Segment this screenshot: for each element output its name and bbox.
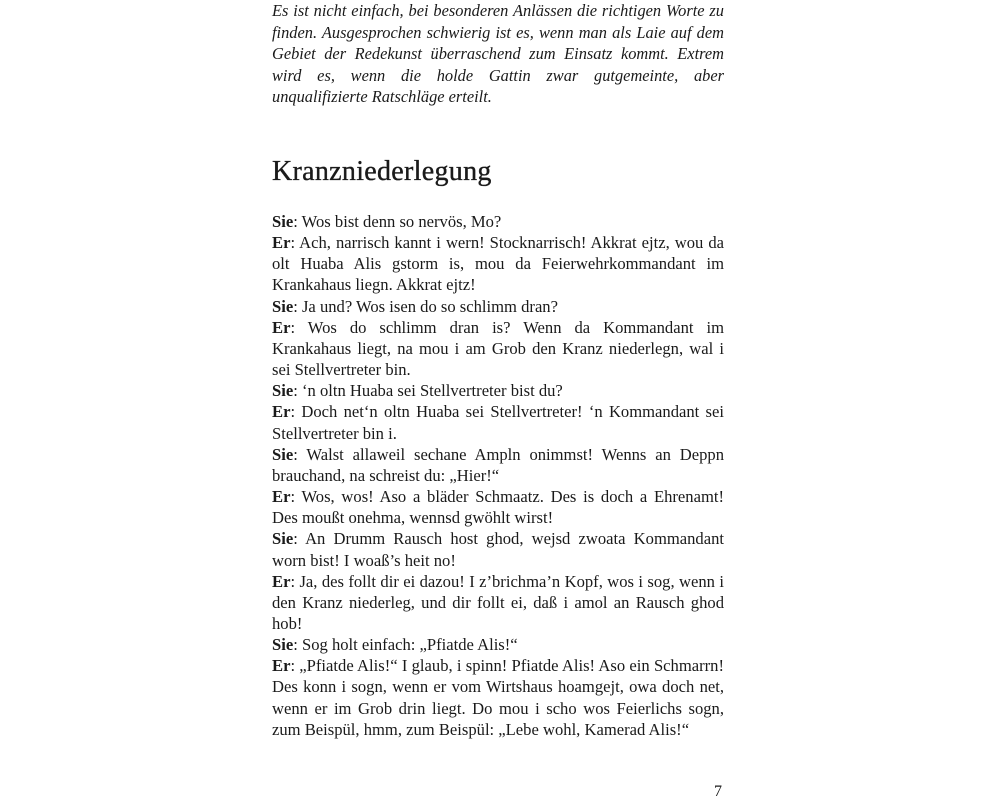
speaker-label: Er <box>272 487 291 507</box>
speaker-label: Sie <box>272 212 294 231</box>
dialogue-line <box>272 571 724 634</box>
line-text: : „Pfiatde Alis!“ I glaub, i spinn! Pfiatde Alis! Aso ein Schmarrn! Des konn i sogn, wenn er vom Wirtshaus hoamgejt, owa doch net, wenn er im Grob drin liegt. Do mou i scho wos Feierlichs sogn, zum Beispül, hmm, zum Beispül: „Lebe wohl, Kamerad Alis!“ <box>272 656 724 739</box>
book-page <box>272 0 724 800</box>
dialogue <box>272 211 724 740</box>
speaker-label: Er <box>272 317 291 337</box>
line-text: : Sog holt einfach: „Pfiatde Alis!“ <box>293 635 518 655</box>
speaker-label: Er <box>272 571 291 591</box>
line-text: : Ach, narrisch kannt i wern! Stocknarrisch! Akkrat ejtz, wou da olt Huaba Alis gstorm is, mou da Feierwehrkommandant im Krankahaus liegn. Akkrat ejtz! <box>272 233 724 295</box>
dialogue-line <box>272 655 724 740</box>
dialogue-line <box>272 232 724 295</box>
dialogue-line <box>272 401 724 443</box>
dialogue-line <box>272 211 724 232</box>
dialogue-line <box>272 296 724 317</box>
speaker-label: Sie <box>272 296 294 316</box>
dialogue-line <box>272 528 724 570</box>
line-text: : Wos bist denn so nervös, Mo? <box>293 212 502 231</box>
line-text: : Wos, wos! Aso a bläder Schmaatz. Des is doch a Ehrenamt! Des moußt onehma, wennsd gwöhlt wirst! <box>272 487 724 528</box>
line-text: : Ja, des follt dir ei dazou! I z’brichma’n Kopf, wos i sog, wenn i den Kranz niederleg, und dir follt ei, daß i amol an Rausch ghod hob! <box>272 571 724 633</box>
intro-paragraph: Es ist nicht einfach, bei besonderen Anlässen die richtigen Worte zu finden. Ausgesprochen schwierig ist es, wenn man als Laie auf dem Gebiet der Redekunst überraschend zum Einsatz kommt. Extrem wird es, wenn die holde Gattin zwar gutgemeinte, aber unqualifizierte Ratschläge erteilt. <box>272 1 724 107</box>
line-text: : An Drumm Rausch host ghod, wejsd zwoata Kommandant worn bist! I woaß’s heit no! <box>272 529 724 570</box>
speaker-label: Er <box>272 233 291 253</box>
speaker-label: Er <box>272 656 291 676</box>
speaker-label: Er <box>272 402 291 422</box>
speaker-label: Sie <box>272 444 294 464</box>
line-text: : Wos do schlimm dran is? Wenn da Kommandant im Krankahaus liegt, na mou i am Grob den Kranz niederlegn, wal i sei Stellvertreter bin. <box>272 317 724 380</box>
line-text: : Walst allaweil sechane Ampln onimmst! Wenns an Deppn brauchand, na schreist du: „Hier!“ <box>272 444 724 485</box>
dialogue-line <box>272 317 724 380</box>
speaker-label: Sie <box>272 635 294 655</box>
dialogue-line <box>272 444 724 486</box>
page-number: 7 <box>714 783 722 800</box>
line-text: : ‘n oltn Huaba sei Stellvertreter bist du? <box>293 381 563 401</box>
speaker-label: Sie <box>272 381 294 401</box>
dialogue-line <box>272 380 724 401</box>
speaker-label: Sie <box>272 529 294 549</box>
dialogue-line <box>272 486 724 528</box>
dialogue-line <box>272 634 724 655</box>
section-heading: Kranzniederlegung <box>272 156 492 187</box>
line-text: : Doch net‘n oltn Huaba sei Stellvertreter! ‘n Kommandant sei Stellvertreter bin i. <box>272 402 724 443</box>
line-text: : Ja und? Wos isen do so schlimm dran? <box>293 296 558 316</box>
